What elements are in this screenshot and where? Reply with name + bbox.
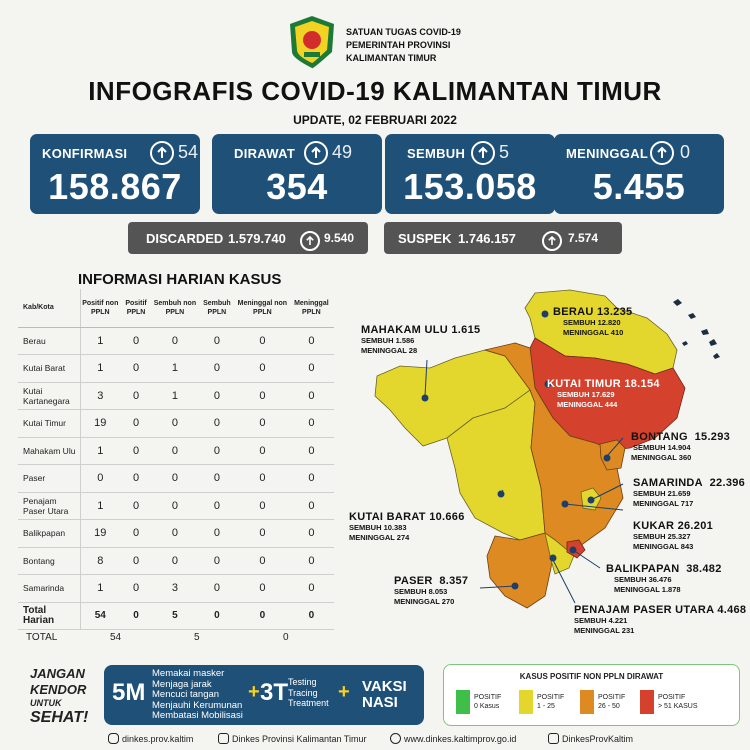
table-cell: 0 [198, 382, 236, 410]
map-legend [443, 664, 740, 726]
table-cell: 0 [198, 355, 236, 383]
legend-swatch [640, 690, 654, 714]
row-region-name: Paser [18, 465, 80, 493]
table-cell: 0 [236, 410, 289, 438]
arrow-up-icon [304, 141, 328, 165]
table-cell: 0 [198, 437, 236, 465]
stat-label: SEMBUH [407, 146, 466, 161]
arrow-up-icon [650, 141, 674, 165]
discarded-label: DISCARDED [146, 231, 224, 246]
label-samarinda: SAMARINDA 22.396 SEMBUH 21.659 MENINGGAL 717 [633, 477, 746, 508]
legend-swatch [580, 690, 594, 714]
total-label: TOTAL [26, 632, 58, 643]
table-cell: 1 [152, 355, 198, 383]
stat-card-konfirmasi [30, 134, 200, 214]
label-penajam-paser-utara: PENAJAM PASER UTARA 4.468 SEMBUH 4.221 MENINGGAL 231 [574, 604, 747, 635]
legend-swatch [519, 690, 533, 714]
table-cell: 0 [198, 547, 236, 575]
table-row [18, 437, 334, 465]
stat-value: 158.867 [48, 166, 182, 207]
stat-card-sembuh [385, 134, 555, 214]
campaign-slogan: JANGAN KENDOR UNTUK SEHAT! [30, 666, 89, 726]
instagram-link[interactable]: dinkes.prov.kaltim [108, 733, 193, 744]
five-m-list: Memakai masker Menjaga jarak Mencuci tangan Menjauhi Kerumunan Membatasi Mobilisasi [152, 668, 243, 721]
row-region-name: Kutai Kartanegara [18, 382, 80, 410]
label-bontang: BONTANG 15.293 SEMBUH 14.904 MENINGGAL 360 [631, 431, 731, 462]
table-cell: 0 [198, 327, 236, 355]
stat-value: 5.455 [592, 166, 686, 207]
table-cell: 0 [120, 382, 152, 410]
website-link[interactable]: www.dinkes.kaltimprov.go.id [390, 733, 516, 744]
stat-value: 153.058 [403, 166, 537, 207]
facebook-icon [218, 733, 229, 744]
table-cell: 19 [80, 520, 120, 548]
legend-item: POSITIF 1 - 25 [519, 690, 564, 711]
row-region-name: Balikpapan [18, 520, 80, 548]
table-row [18, 602, 334, 630]
table-cell: 54 [80, 602, 120, 630]
arrow-up-icon [471, 141, 495, 165]
label-kukar: KUKAR 26.201 SEMBUH 25.327 MENINGGAL 843 [633, 520, 714, 551]
table-cell: 8 [80, 547, 120, 575]
table-cell: 0 [120, 547, 152, 575]
table-cell: 1 [152, 382, 198, 410]
table-cell: 1 [80, 327, 120, 355]
row-region-name: Kutai Timur [18, 410, 80, 438]
table-cell: 0 [236, 437, 289, 465]
table-cell: 3 [80, 382, 120, 410]
table-cell: 3 [152, 575, 198, 603]
table-cell: 0 [120, 520, 152, 548]
row-region-name: Bontang [18, 547, 80, 575]
table-cell: 0 [120, 602, 152, 630]
stat-delta: 49 [332, 142, 353, 162]
total-meninggal: 0 [283, 632, 289, 643]
legend-item: POSITIF 0 Kasus [456, 690, 501, 711]
table-row [18, 547, 334, 575]
stat-delta: 5 [499, 142, 510, 162]
stat-label: DIRAWAT [234, 146, 296, 161]
table-cell: 0 [236, 465, 289, 493]
table-cell: 5 [152, 602, 198, 630]
table-cell: 0 [289, 520, 334, 548]
table-cell: 0 [152, 327, 198, 355]
table-cell: 0 [152, 410, 198, 438]
column-header: Sembuh PPLN [198, 289, 236, 327]
legend-item: POSITIF 26 - 50 [580, 690, 625, 711]
table-cell: 0 [289, 492, 334, 520]
legend-swatch [456, 690, 470, 714]
row-region-name: Penajam Paser Utara [18, 492, 80, 520]
discarded-delta: 9.540 [324, 231, 355, 245]
globe-icon [390, 733, 401, 744]
table-title: INFORMASI HARIAN KASUS [78, 271, 282, 288]
table-cell: 1 [80, 492, 120, 520]
stat-delta: 54 [178, 142, 199, 162]
table-cell: 0 [289, 547, 334, 575]
label-mahakam-ulu: MAHAKAM ULU 1.615 SEMBUH 1.586 MENINGGAL 28 [361, 324, 481, 355]
table-cell: 0 [120, 437, 152, 465]
table-cell: 0 [80, 465, 120, 493]
stat-label: MENINGGAL [566, 146, 649, 161]
update-date: UPDATE, 02 FEBRUARI 2022 [293, 113, 457, 127]
column-header: Meninggal non PPLN [236, 289, 289, 327]
table-cell: 0 [289, 465, 334, 493]
table-cell: 0 [198, 520, 236, 548]
table-cell: 0 [289, 327, 334, 355]
five-m-title: 5M [112, 679, 146, 706]
column-header: Kab/Kota [18, 289, 80, 327]
health-protocol-banner: 5M Memakai masker Menjaga jarak Mencuci tangan Menjauhi Kerumunan Membatasi Mobilisasi + 3T Testing Tracing Treatment + VAKSI NASI [104, 665, 424, 725]
table-row [18, 575, 334, 603]
table-cell: 0 [120, 410, 152, 438]
youtube-icon [548, 733, 559, 744]
province-logo [287, 14, 337, 70]
stat-delta: 0 [680, 142, 691, 162]
three-t-title: 3T [260, 679, 289, 706]
suspek-value: 1.746.157 [458, 231, 516, 246]
table-cell: 19 [80, 410, 120, 438]
table-cell: 0 [120, 465, 152, 493]
table-cell: 0 [289, 437, 334, 465]
table-cell: 0 [198, 410, 236, 438]
table-cell: 0 [236, 520, 289, 548]
table-row [18, 465, 334, 493]
page-title: INFOGRAFIS COVID-19 KALIMANTAN TIMUR [88, 76, 662, 106]
facebook-link[interactable]: Dinkes Provinsi Kalimantan Timur [218, 733, 367, 744]
stat-label: KONFIRMASI [42, 146, 128, 161]
table-cell: 0 [152, 520, 198, 548]
legend-title: KASUS POSITIF NON PPLN DIRAWAT [519, 672, 664, 681]
table-cell: 0 [289, 410, 334, 438]
arrow-up-icon [150, 141, 174, 165]
table-header-row [18, 289, 334, 327]
instagram-icon [108, 733, 119, 744]
island-shapes [673, 299, 720, 359]
label-kutai-timur: KUTAI TIMUR 18.154 SEMBUH 17.629 MENINGGAL 444 [547, 378, 660, 409]
table-cell: 0 [198, 492, 236, 520]
table-cell: 0 [236, 327, 289, 355]
table-cell: 0 [152, 492, 198, 520]
table-cell: 0 [236, 492, 289, 520]
table-row [18, 410, 334, 438]
youtube-link[interactable]: DinkesProvKaltim [548, 733, 633, 744]
table-cell: 0 [120, 575, 152, 603]
table-cell: 0 [236, 602, 289, 630]
table-cell: 0 [120, 492, 152, 520]
table-cell: 0 [289, 355, 334, 383]
column-header: Meninggal PPLN [289, 289, 334, 327]
arrow-up-icon [300, 231, 320, 251]
stat-value: 354 [266, 166, 328, 207]
table-cell: 0 [120, 327, 152, 355]
table-row [18, 382, 334, 410]
table-cell: 0 [236, 575, 289, 603]
daily-cases-table [18, 289, 334, 630]
table-row [18, 327, 334, 355]
table-cell: 0 [289, 382, 334, 410]
row-region-name: Mahakam Ulu [18, 437, 80, 465]
suspek-label: SUSPEK [398, 231, 452, 246]
table-cell: 0 [198, 575, 236, 603]
suspek-bar [384, 222, 622, 254]
discarded-value: 1.579.740 [228, 231, 286, 246]
three-t-list: Testing Tracing Treatment [288, 677, 329, 708]
table-cell: 0 [198, 465, 236, 493]
table-cell: 0 [152, 437, 198, 465]
row-region-name: Total Harian [18, 602, 80, 630]
table-cell: 0 [289, 602, 334, 630]
table-cell: 0 [236, 547, 289, 575]
total-sembuh: 5 [194, 632, 200, 643]
table-cell: 1 [80, 575, 120, 603]
region-paser [487, 533, 555, 608]
row-region-name: Berau [18, 327, 80, 355]
table-row [18, 355, 334, 383]
total-positif: 54 [110, 632, 122, 643]
column-header: Positif non PPLN [80, 289, 120, 327]
label-balikpapan: BALIKPAPAN 38.482 SEMBUH 36.476 MENINGGAL 1.878 [606, 563, 722, 594]
table-cell: 1 [80, 355, 120, 383]
row-region-name: Kutai Barat [18, 355, 80, 383]
table-row [18, 492, 334, 520]
label-paser: PASER 8.357 SEMBUH 8.053 MENINGGAL 270 [394, 575, 469, 606]
arrow-up-icon [542, 231, 562, 251]
label-berau: BERAU 13.235 SEMBUH 12.820 MENINGGAL 410 [553, 306, 633, 337]
table-row [18, 520, 334, 548]
stat-card-meninggal [554, 134, 724, 214]
column-header: Positif PPLN [120, 289, 152, 327]
row-region-name: Samarinda [18, 575, 80, 603]
discarded-bar [128, 222, 368, 254]
table-cell: 0 [152, 547, 198, 575]
table-cell: 0 [289, 575, 334, 603]
table-cell: 1 [80, 437, 120, 465]
column-header: Sembuh non PPLN [152, 289, 198, 327]
stat-card-dirawat [212, 134, 382, 214]
label-kutai-barat: KUTAI BARAT 10.666 SEMBUH 10.383 MENINGGAL 274 [349, 511, 465, 542]
table-cell: 0 [198, 602, 236, 630]
table-cell: 0 [152, 465, 198, 493]
table-cell: 0 [236, 355, 289, 383]
suspek-delta: 7.574 [568, 231, 599, 245]
header-organization: SATUAN TUGAS COVID-19 PEMERINTAH PROVINSI KALIMANTAN TIMUR [346, 27, 461, 63]
table-cell: 0 [236, 382, 289, 410]
legend-item: POSITIF > 51 KASUS [640, 690, 698, 711]
table-cell: 0 [120, 355, 152, 383]
vaksinasi-label: VAKSI NASI [362, 678, 407, 711]
